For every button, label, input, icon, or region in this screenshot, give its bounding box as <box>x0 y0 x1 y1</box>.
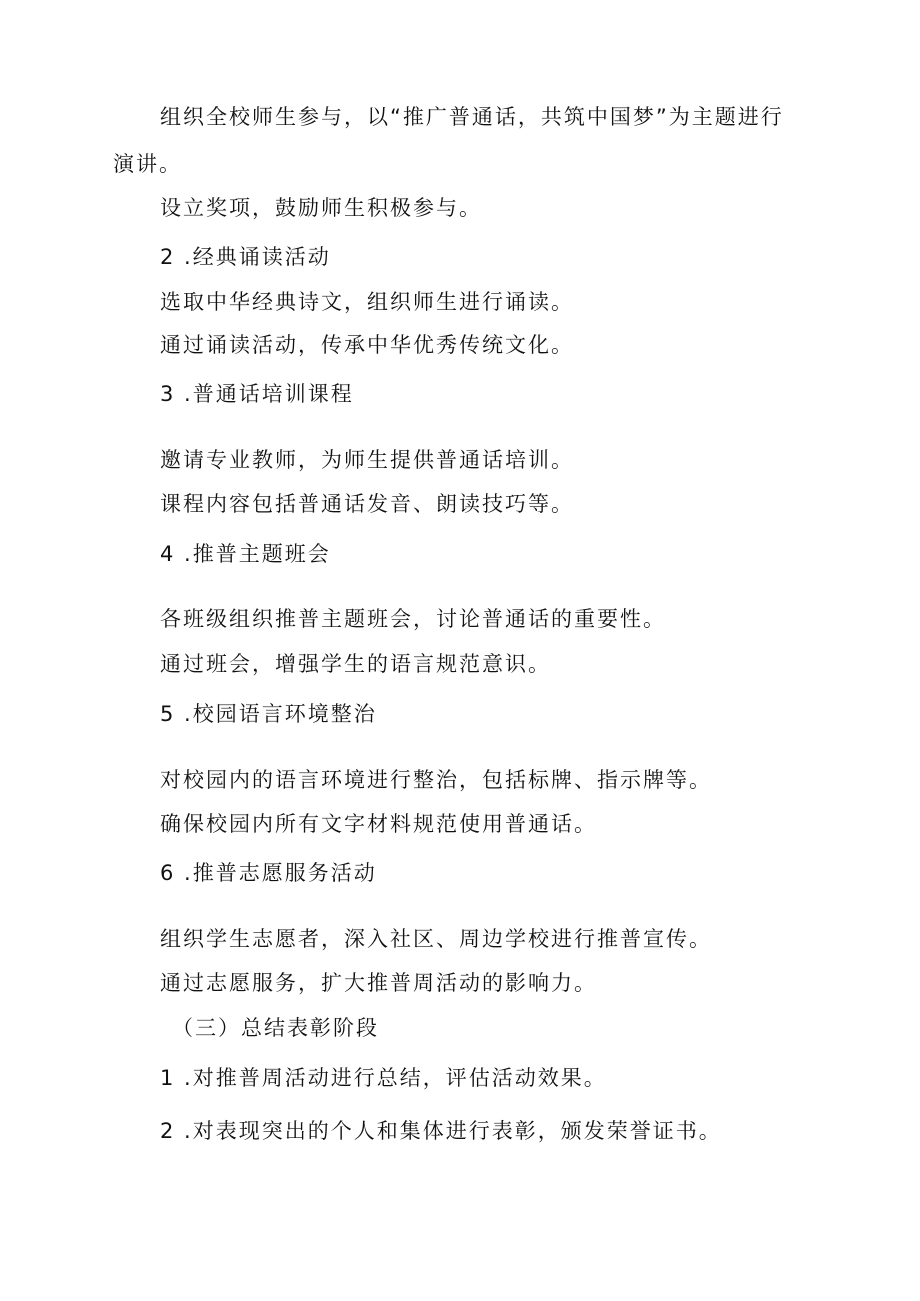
paragraph-awards: 设立奖项，鼓励师生积极参与。 <box>160 196 482 220</box>
paragraph-training-content: 课程内容包括普通话发音、朗读技巧等。 <box>160 492 574 516</box>
paragraph-volunteer-expand: 通过志愿服务，扩大推普周活动的影响力。 <box>160 971 597 995</box>
heading-class-meeting: 4 .推普主题班会 <box>160 542 331 566</box>
paragraph-summary-commend: 2 .对表现突出的个人和集体进行表彰，颁发荣誉证书。 <box>160 1119 722 1143</box>
paragraph-classic-select: 选取中华经典诗文，组织师生进行诵读。 <box>160 290 574 314</box>
heading-training-course: 3 .普通话培训课程 <box>160 382 354 406</box>
heading-summary-stage: （三）总结表彰阶段 <box>172 1016 379 1040</box>
paragraph-speech-line-2: 演讲。 <box>113 152 182 176</box>
paragraph-environment-ensure: 确保校园内所有文字材料规范使用普通话。 <box>160 812 597 836</box>
paragraph-classic-inherit: 通过诵读活动，传承中华优秀传统文化。 <box>160 333 574 357</box>
paragraph-class-meeting-awareness: 通过班会，增强学生的语言规范意识。 <box>160 652 551 676</box>
paragraph-summary-evaluate: 1 .对推普周活动进行总结，评估活动效果。 <box>160 1066 607 1090</box>
heading-campus-environment: 5 .校园语言环境整治 <box>160 702 377 726</box>
paragraph-training-invite: 邀请专业教师，为师生提供普通话培训。 <box>160 448 574 472</box>
heading-volunteer-service: 6 .推普志愿服务活动 <box>160 861 377 885</box>
paragraph-class-meeting-discuss: 各班级组织推普主题班会，讨论普通话的重要性。 <box>160 607 666 631</box>
paragraph-speech-line-1: 组织全校师生参与，以“推广普通话，共筑中国梦”为主题进行 <box>160 105 784 129</box>
paragraph-volunteer-organize: 组织学生志愿者，深入社区、周边学校进行推普宣传。 <box>160 927 712 951</box>
paragraph-environment-rectify: 对校园内的语言环境进行整治，包括标牌、指示牌等。 <box>160 768 712 792</box>
heading-classic-reading: 2 .经典诵读活动 <box>160 245 331 269</box>
